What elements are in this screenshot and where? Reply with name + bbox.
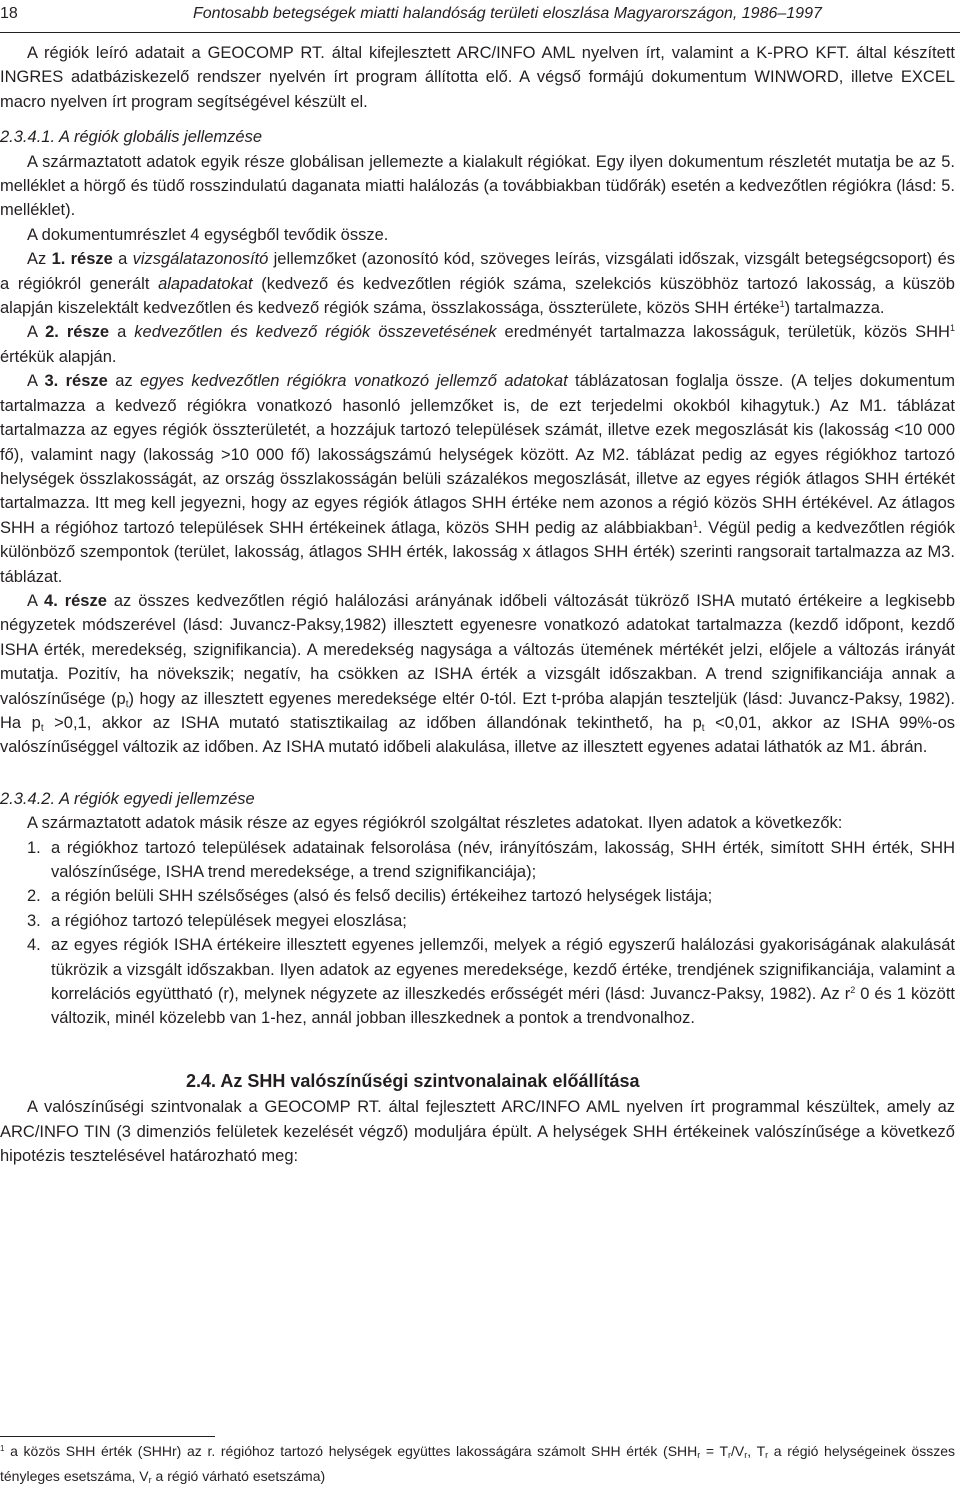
section-heading-24: 2.4. Az SHH valószínűségi szintvonalainak előállítása bbox=[186, 1070, 640, 1091]
list-item: 4. az egyes régiók ISHA értékeire illesztett egyenes jellemzői, melyek a régió egyszerű halálozási gyakoriságának alakulását tükrözik a vizsgált időszakban. Ilyen adatok az egyenes meredeksége, kezdő értéke, trendjének szignifikanciája, valamint a korrelációs együttható (r), melynek négyzete az illeszkedés erősségét méri (lásd: Juvancz-Paksy, 1982). Az $r^2$ 0 és 1 között változik, minél közelebb van 1-hez, annál jobban illeszkednek a pontok a trendvonalhoz. bbox=[27, 936, 955, 1028]
list-item: 3. a régióhoz tartozó települések megyei eloszlása; bbox=[27, 911, 407, 930]
footnote: $^1$ a közös SHH érték (SHHr) az r. régióhoz tartozó helységek együttes lakosságára számolt SHH érték ($SHH_r = T_r/V_r$, $T_r$ a régió helységeinek összes tényleges esetszáma, $V_r$ a régió várható esetszáma) bbox=[0, 1443, 955, 1485]
subsection-heading-2342: 2.3.4.2. A régiók egyedi jellemzése bbox=[0, 789, 255, 808]
paragraph-derived-data: A származtatott adatok egyik része globálisan jellemezte a kialakult régiókat. Egy ilyen dokumentum részletét mutatja be az 5. melléklet a hörgő és tüdő rosszindulatú daganata miatti halálozás (a továbbiakban tüdőrák) esetén a kedvezőtlen régiókra (lásd: 5. melléklet). bbox=[0, 152, 955, 220]
footnote-rule bbox=[0, 1436, 215, 1437]
body-text bbox=[0, 41, 955, 1168]
intro-paragraph: A régiók leíró adatait a GEOCOMP RT. által kifejlesztett ARC/INFO AML nyelven írt, valamint a K-PRO KFT. által készített INGRES adatbáziskezelő rendszer nyelvén írt program állította elő. A végső formájú dokumentum WINWORD, illetve EXCEL macro nyelven írt program segítségével készült el. bbox=[0, 44, 955, 111]
paragraph-part-2: A 2. része a kedvezőtlen és kedvező régiók összevetésének eredményét tartalmazza lakosságuk, területük, közös SHH$^1$ értékük alapján. bbox=[0, 323, 955, 366]
footnote-ref: 1 bbox=[692, 518, 698, 529]
paragraph-four-units: A dokumentumrészlet 4 egységből tevődik össze. bbox=[27, 225, 389, 244]
paragraph-part-3: A 3. része az egyes kedvezőtlen régiókra vonatkozó jellemző adatokat táblázatosan foglalja össze. (A teljes dokumentum tartalmazza a kedvező régiókra vonatkozó hasonló jellemzőket is, de ezt terjedelmi okokból kihagytuk.) Az M1. táblázat tartalmazza az egyes régiók összterületét, a hozzájuk tartozó települések számát, illetve ezek megoszlását kis (lakosság <10 000 fő), valamint nagy (lakosság >10 000 fő) lakosságszámú helységek között. Az M2. táblázat pedig az egyes régiókhoz tartozó helységek összlakosságát, az ország összlakosságán belüli százalékos megoszlását, illetve az egyes régiók átlagos SHH értékét tartalmazza. Itt meg kell jegyezni, hogy az egyes régiók átlagos SHH értéke nem azonos a régió közös SHH értékével. Az átlagos SHH a régióhoz tartozó települések SHH értékeinek átlaga, közös SHH pedig az alábbiakban$^1$. Végül pedig a kedvezőtlen régiók különböző szempontok (terület, lakosság, átlagos SHH érték, lakosság x átlagos SHH érték) szerinti rangsorait tartalmazza az M3. táblázat. bbox=[0, 372, 955, 586]
page-number: 18 bbox=[0, 5, 18, 22]
list-item: 2. a régión belüli SHH szélsőséges (alsó és felső decilis) értékeihez tartozó helységek listája; bbox=[27, 887, 713, 906]
data-list bbox=[0, 836, 955, 1031]
paragraph-individual-data: A származtatott adatok másik része az egyes régiókról szolgáltat részletes adatokat. Ilyen adatok a következők: bbox=[27, 814, 843, 833]
list-item: 1. a régiókhoz tartozó települések adatainak felsorolása (név, irányítószám, lakosság, SHH érték, simított SHH érték, SHH valószínűsége, ISHA trend meredeksége, a trend szignifikanciája); bbox=[27, 838, 955, 881]
paragraph-part-1: Az 1. része a vizsgálatazonosító jellemzőket (azonosító kód, szöveges leírás, vizsgálati időszak, vizsgált betegségcsoport) és a régiókról generált alapadatokat (kedvező és kedvezőtlen régiók száma, szelekciós küszöbhöz tartozó lakosság, a küszöb alapján kiszelektált kedvezőtlen és kedvező régiók száma, összlakossága, összterülete, közös SHH értéke$^1$) tartalmazza. bbox=[0, 250, 956, 318]
subsection-heading-2341: 2.3.4.1. A régiók globális jellemzése bbox=[0, 128, 263, 147]
paragraph-part-4: A 4. része az összes kedvezőtlen régió halálozási arányának időbeli változását tükröző ISHA mutató értékeire a legkisebb négyzetek módszerével (lásd: Juvancz-Paksy,1982) illesztett egyenesre vonatkozó adatokat tartalmazza (kezdő időpont, kezdő ISHA érték, meredekség, szignifikancia). A meredekség nagysága a változás ütemének mértékét jelzi, előjele a változás irányát mutatja. Pozitív, ha növekszik; negatív, ha csökken az ISHA érték a vizsgált időszakban. A trend szignifikanciája annak a valószínűsége $(p_t)$ hogy az illesztett egyenes meredeksége eltér 0-tól. Ezt t-próba alapján teszteljük (lásd: Juvancz-Paksy, 1982). Ha $p_t >0,1$, akkor az ISHA mutató statisztikailag az időben állandónak tekinthető, ha $p_t <0,01$, akkor az ISHA 99%-os valószínűséggel változik az időben. Az ISHA mutató időbeli alakulása, illetve az illesztett egyenes adatai láthatók az M1. ábrán. bbox=[0, 591, 956, 757]
footnote-ref: 1 bbox=[779, 299, 785, 310]
paragraph-probability-contours: A valószínűségi szintvonalak a GEOCOMP RT. által fejlesztett ARC/INFO AML nyelven írt programmal készültek, amely az ARC/INFO TIN (3 dimenziós felületek kezelését végző) moduljára épült. A helységek SHH értékeinek valószínűsége a következő hipotézis tesztelésével határozható meg: bbox=[0, 1098, 955, 1166]
page-header bbox=[0, 2, 960, 26]
header-rule bbox=[0, 32, 960, 33]
footnote-ref: 1 bbox=[949, 323, 955, 334]
running-title: Fontosabb betegségek miatti halandóság területi eloszlása Magyarországon, 1986–1997 bbox=[193, 5, 822, 22]
